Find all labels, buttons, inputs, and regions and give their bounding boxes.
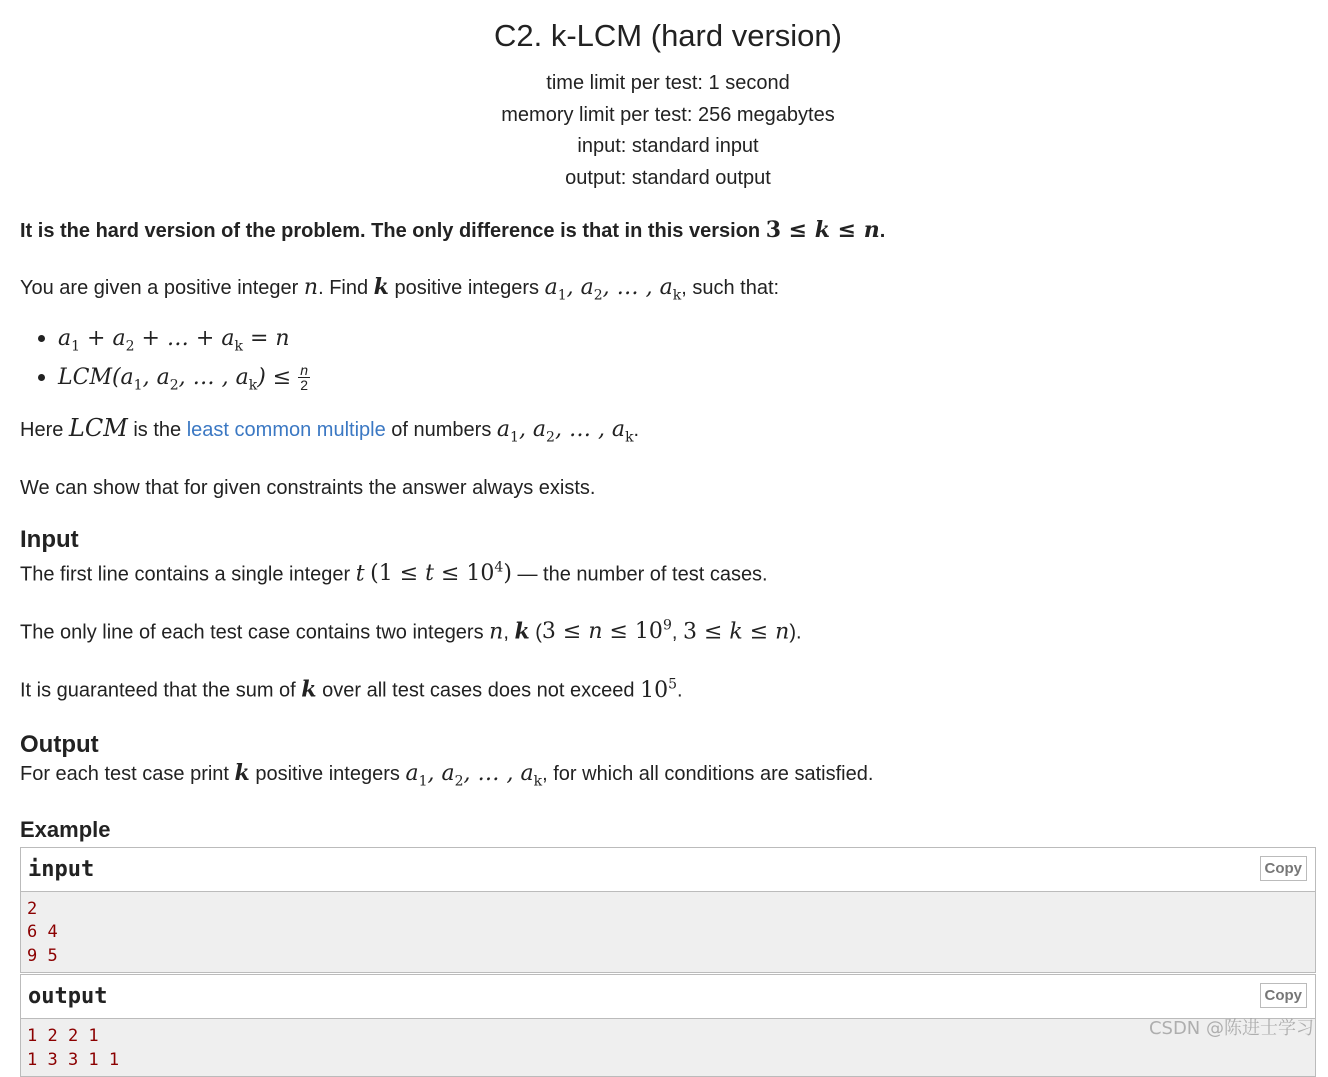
sample-output-text[interactable]: 1 2 2 1 1 3 3 1 1 [21, 1019, 1315, 1076]
statement-given: You are given a positive integer n. Find k positive integers $a_1$, $a_2$, … , $a_k$, such that: [20, 274, 780, 304]
lcm-link[interactable]: least common multiple [186, 419, 386, 442]
example-heading: Example [20, 816, 111, 842]
copy-input-button[interactable]: Copy [1260, 856, 1308, 881]
sample-input-label: input [28, 856, 95, 882]
sample-input-header [21, 848, 1315, 892]
problem-page [20, 0, 1316, 1077]
csdn-watermark: CSDN @陈进士学习 [1148, 1018, 1314, 1039]
condition-sum: • $a_1 + a_2$ + … + $a_k = n$ [58, 323, 1316, 361]
input-heading: Input [20, 525, 79, 553]
output-line: For each test case print k positive integers $a_1$, $a_2$, … , $a_k$, for which all conditions are satisfied. [20, 759, 874, 789]
time-limit: time limit per test: 1 second [546, 72, 790, 94]
condition-list [20, 323, 1316, 400]
sample-output [20, 974, 1316, 1077]
problem-title: C2. k-LCM (hard version) [494, 18, 842, 53]
sample-input-text[interactable]: 2 6 4 9 5 [21, 892, 1315, 973]
copy-output-button[interactable]: Copy [1260, 983, 1308, 1008]
sample-output-label: output [28, 984, 108, 1010]
condition-lcm: • $LCM(a_1$, $a_2$, … , $a_k$) ≤ $\frac{n}{2}$ [58, 362, 1316, 400]
sample-input [20, 847, 1316, 974]
input-file: input: standard input [577, 135, 759, 157]
input-line-2: The only line of each test case contains two integers n, k ($3 \le n \le 10^9$, 3 ≤ k ≤ n). [20, 617, 802, 645]
hard-version-note: It is the hard version of the problem. The only difference is that in this version 3 ≤ k ≤ n. [20, 217, 886, 243]
memory-limit: memory limit per test: 256 megabytes [501, 103, 835, 126]
output-file: output: standard output [565, 166, 771, 189]
input-line-1: The first line contains a single integer t $(1 \le t \le 10^4)$ — the number of test cases. [20, 559, 768, 586]
statement-lcm-def: Here LCM is the least common multiple of numbers $a_1$, $a_2$, … , $a_k$. [20, 414, 640, 446]
sample-output-header [21, 975, 1315, 1019]
input-line-3: It is guaranteed that the sum of k over all test cases does not exceed $10^5$. [20, 676, 683, 703]
statement-exists: We can show that for given constraints the answer always exists. [20, 476, 596, 499]
output-heading: Output [20, 730, 99, 758]
problem-limits [20, 68, 1316, 194]
